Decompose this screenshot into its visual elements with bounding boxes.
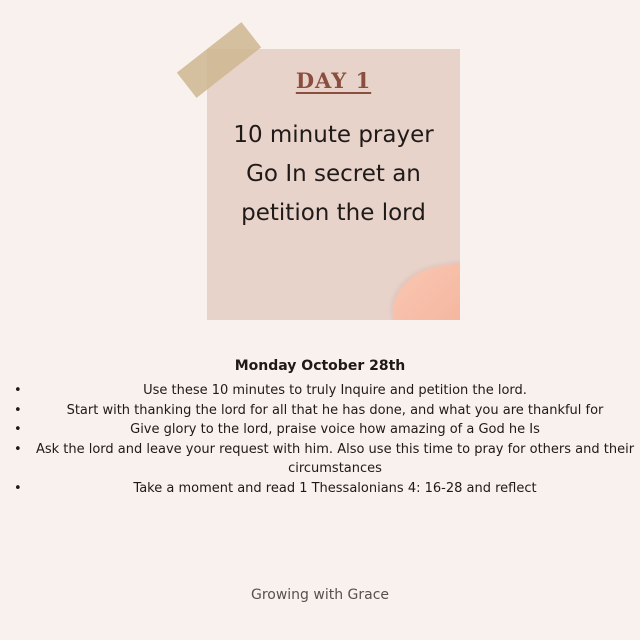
day-title: DAY 1: [295, 68, 372, 93]
note-line: petition the lord: [241, 200, 426, 226]
list-item: [0, 420, 640, 440]
list-item: [0, 401, 640, 421]
note-text: [207, 116, 460, 233]
list-item-text: Give glory to the lord, praise voice how amazing of a God he Is: [130, 422, 540, 437]
list-item: [0, 381, 640, 401]
list-item-text: Start with thanking the lord for all that he has done, and what you are thankful for: [66, 402, 604, 418]
list-item-text: Take a moment and read 1 Thessalonians 4: 16-28 and reflect: [133, 480, 537, 496]
bullet-icon: •: [14, 383, 22, 398]
list-item: [0, 440, 640, 479]
bullet-icon: •: [14, 441, 22, 457]
bullet-icon: •: [14, 422, 22, 437]
bullet-icon: •: [14, 480, 22, 496]
date-heading: Monday October 28th: [234, 358, 406, 374]
note-line: 10 minute prayer: [233, 122, 434, 148]
list-item-text: Use these 10 minutes to truly Inquire and petition the lord.: [143, 383, 527, 398]
list-item-text: Ask the lord and leave your request with him. Also use this time to pray for others and their circumstances: [35, 441, 635, 476]
note-line: Go In secret an: [246, 161, 421, 187]
note-curled-corner: [386, 261, 460, 320]
bullet-icon: •: [14, 402, 22, 418]
list-item: [0, 479, 640, 499]
instruction-list: [0, 381, 640, 498]
footer-signature: Growing with Grace: [250, 587, 390, 603]
